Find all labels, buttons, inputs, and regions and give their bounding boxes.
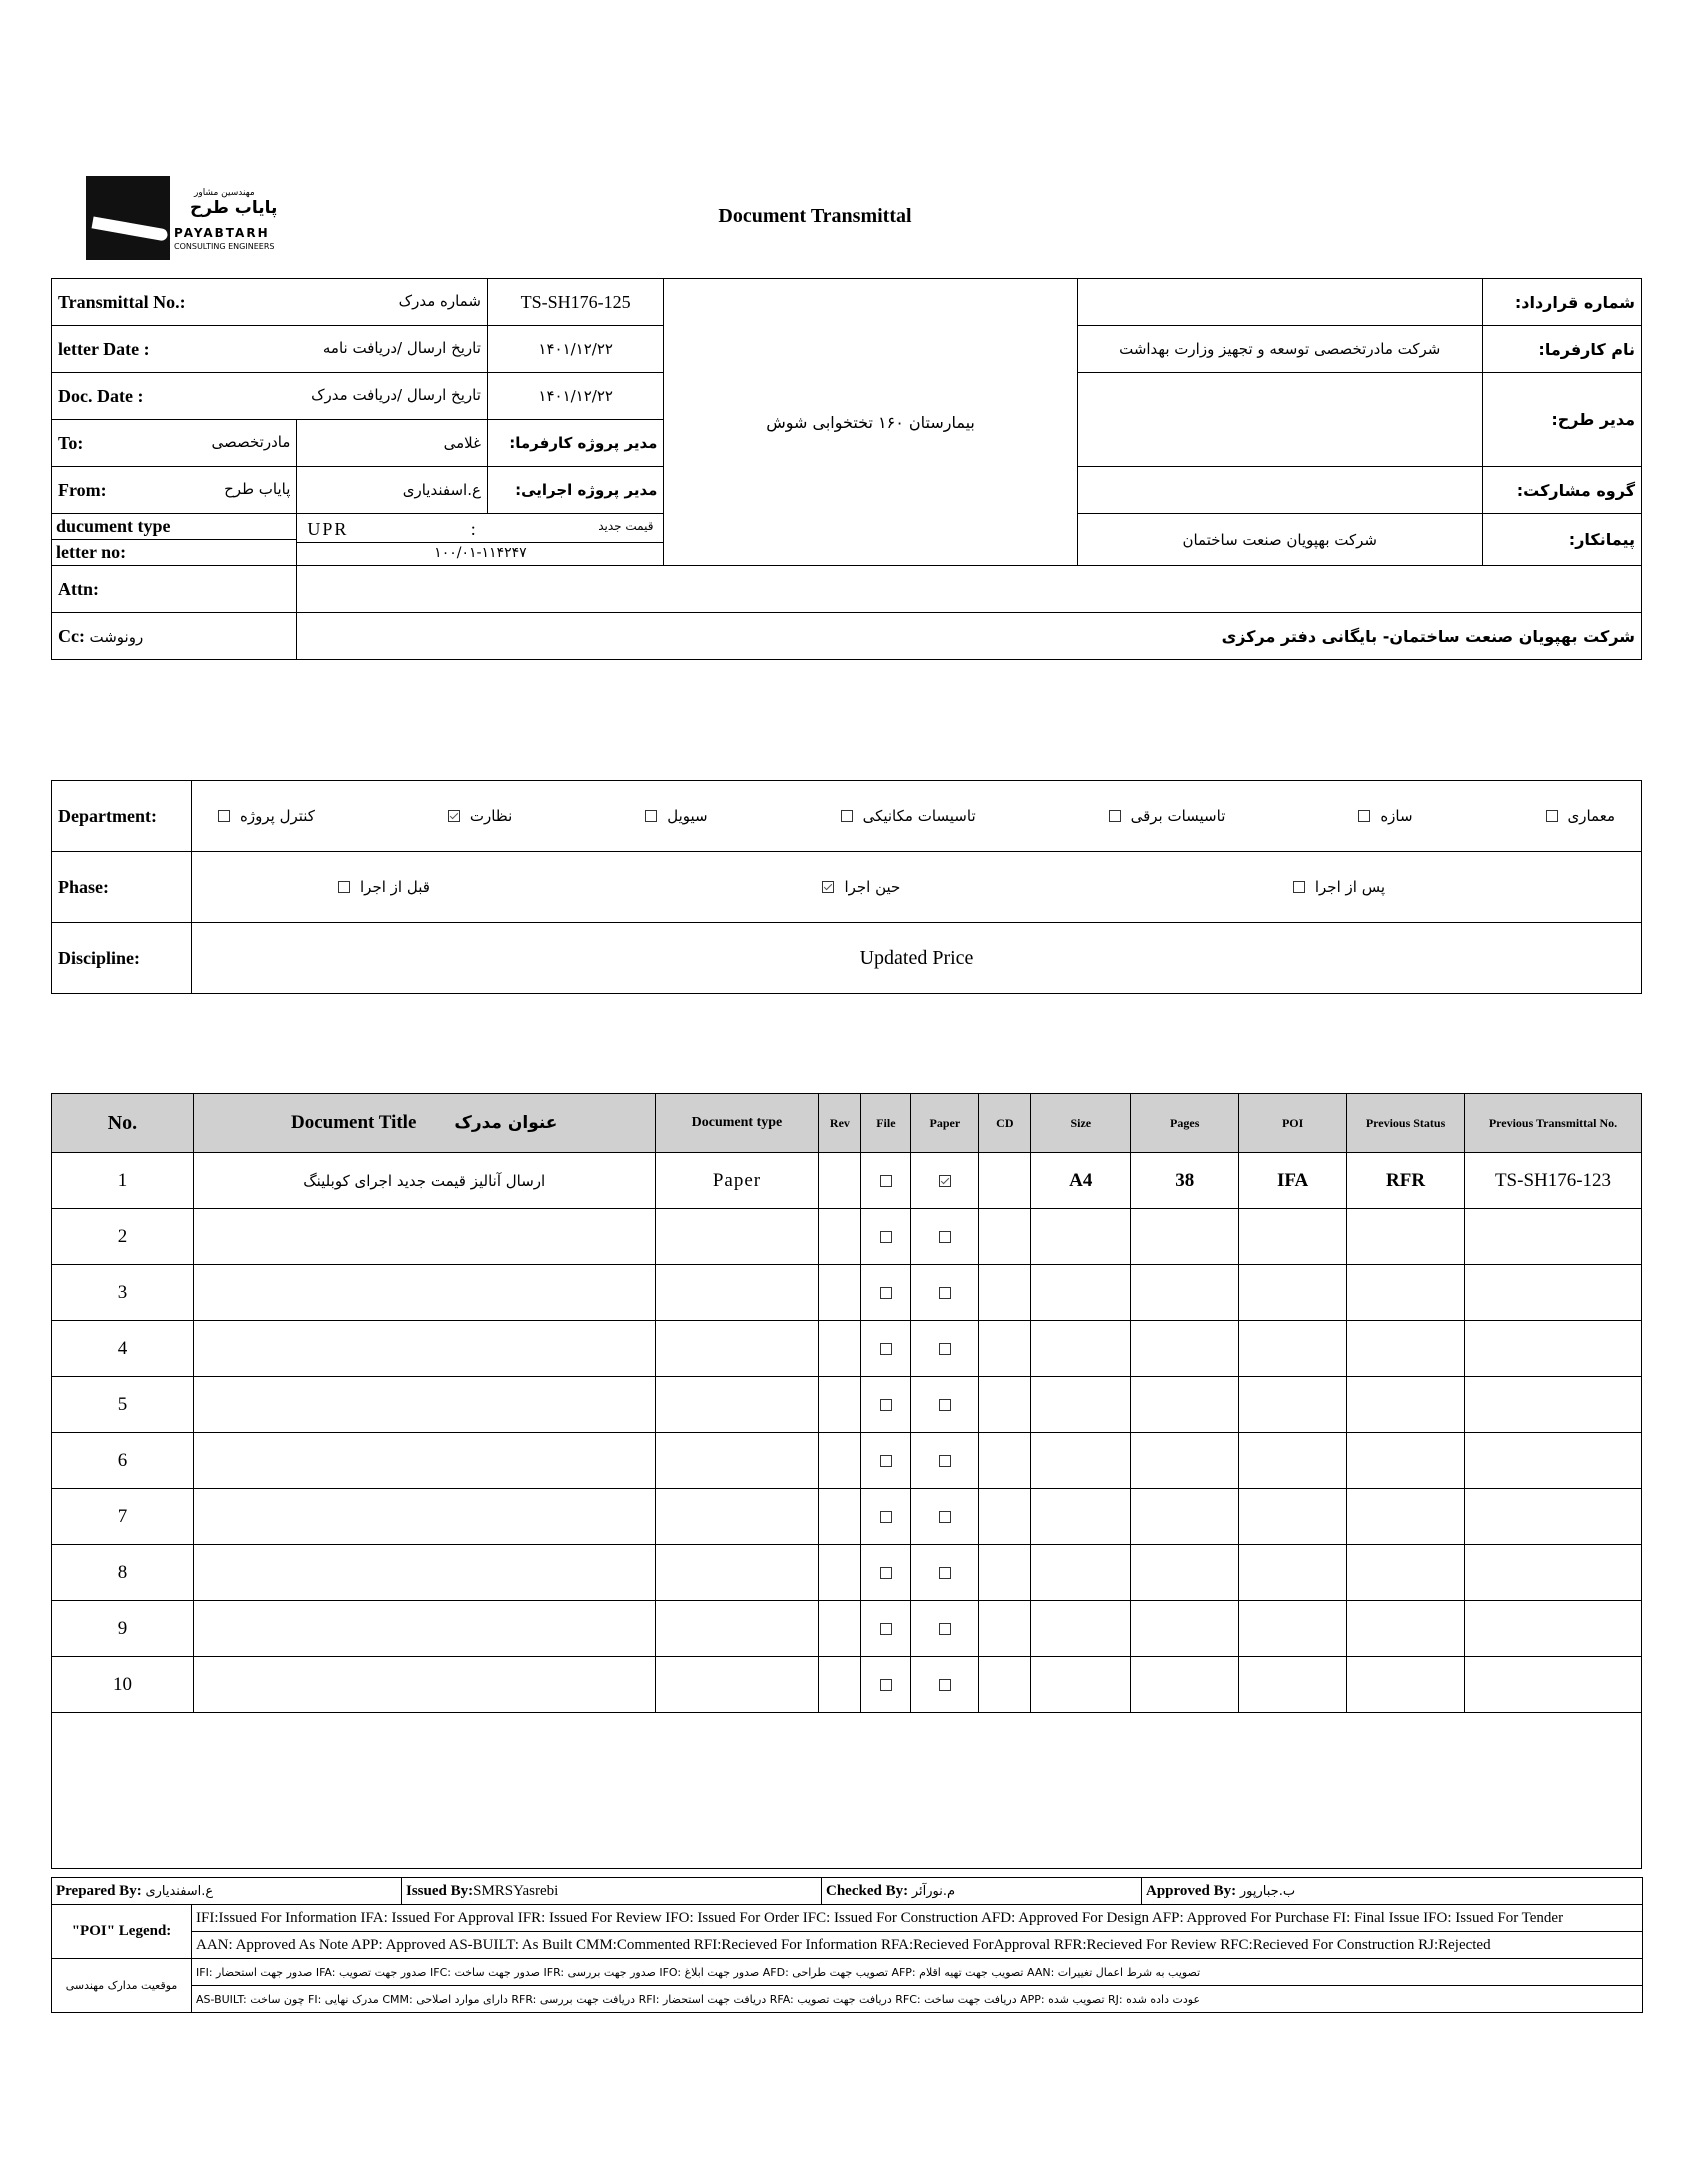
row-rev — [819, 1489, 861, 1545]
department-option[interactable] — [1358, 807, 1412, 825]
letter-date-label — [52, 326, 488, 373]
prepared-by — [52, 1878, 402, 1905]
col-cd: CD — [979, 1094, 1031, 1153]
checked-by — [822, 1878, 1142, 1905]
row-prev-status — [1347, 1657, 1465, 1713]
label: Issued By: — [406, 1882, 474, 1899]
status-legend-line-1: IFI: صدور جهت استحضار IFA: صدور جهت تصویب IFC: صدور جهت ساخت IFR: صدور جهت بررسی IFO: صدور جهت ابلاغ AFD: تصویب جهت طراحی AFP: تصویب جهت تهیه اقلام AAN: تصویب به شرط اعمال تغییرات — [192, 1959, 1643, 1986]
doc-type-letter-no-values — [297, 514, 664, 566]
to-label — [52, 420, 297, 467]
row-rev — [819, 1321, 861, 1377]
document-row — [52, 1545, 1642, 1601]
row-file-checkbox[interactable] — [880, 1623, 892, 1635]
row-paper — [911, 1545, 979, 1601]
department-option-label: نظارت — [469, 807, 513, 825]
employer-label: نام کارفرما: — [1482, 326, 1641, 373]
row-file-checkbox[interactable] — [880, 1511, 892, 1523]
row-pages: 38 — [1131, 1153, 1239, 1209]
col-rev: Rev — [819, 1094, 861, 1153]
row-file-checkbox[interactable] — [880, 1567, 892, 1579]
row-title — [193, 1433, 655, 1489]
row-size — [1031, 1377, 1131, 1433]
phase-option-label: حین اجرا — [844, 878, 901, 896]
row-prev-transmittal — [1465, 1489, 1642, 1545]
row-doc-type — [655, 1265, 819, 1321]
phase-option[interactable] — [822, 878, 900, 896]
row-cd — [979, 1657, 1031, 1713]
row-number: 6 — [52, 1433, 194, 1489]
row-title: ارسال آنالیز قیمت جدید اجرای کوبلینگ — [193, 1153, 655, 1209]
row-pages — [1131, 1545, 1239, 1601]
department-checkbox[interactable] — [1109, 810, 1121, 822]
row-size: A4 — [1031, 1153, 1131, 1209]
classification-table — [51, 780, 1642, 994]
col-type: Document type — [655, 1094, 819, 1153]
row-rev — [819, 1545, 861, 1601]
row-paper-checkbox[interactable] — [939, 1511, 951, 1523]
project-name: بیمارستان ۱۶۰ تختخوابی شوش — [664, 279, 1077, 566]
row-poi — [1239, 1545, 1347, 1601]
row-paper — [911, 1377, 979, 1433]
phase-checkbox[interactable] — [338, 881, 350, 893]
col-size: Size — [1031, 1094, 1131, 1153]
department-option-label: تاسیسات مکانیکی — [862, 807, 976, 825]
row-pages — [1131, 1433, 1239, 1489]
label: Prepared By: — [56, 1882, 142, 1899]
row-doc-type — [655, 1545, 819, 1601]
row-title — [193, 1545, 655, 1601]
row-file-checkbox[interactable] — [880, 1343, 892, 1355]
department-option-label: سیویل — [667, 807, 708, 825]
department-option[interactable] — [645, 807, 707, 825]
department-checkbox[interactable] — [1358, 810, 1370, 822]
letter-no-value: ۱۰۰/۰۱-۱۱۴۲۴۷ — [434, 544, 527, 561]
label-fa: تاریخ ارسال /دریافت مدرک — [311, 385, 481, 404]
to-person: غلامی — [297, 420, 488, 467]
row-file-checkbox[interactable] — [880, 1287, 892, 1299]
row-pages — [1131, 1489, 1239, 1545]
row-title — [193, 1601, 655, 1657]
row-file-checkbox[interactable] — [880, 1679, 892, 1691]
row-cd — [979, 1265, 1031, 1321]
department-option[interactable] — [218, 807, 315, 825]
row-number: 7 — [52, 1489, 194, 1545]
row-prev-status — [1347, 1377, 1465, 1433]
document-row — [52, 1433, 1642, 1489]
document-row — [52, 1657, 1642, 1713]
col-no: No. — [52, 1094, 194, 1153]
row-paper-checkbox[interactable] — [939, 1231, 951, 1243]
row-prev-transmittal — [1465, 1377, 1642, 1433]
row-pages — [1131, 1657, 1239, 1713]
row-poi: IFA — [1239, 1153, 1347, 1209]
row-number: 9 — [52, 1601, 194, 1657]
designer-manager-label: مدیر طرح: — [1482, 373, 1641, 467]
department-checkbox[interactable] — [1546, 810, 1558, 822]
row-paper — [911, 1657, 979, 1713]
row-file-checkbox[interactable] — [880, 1455, 892, 1467]
row-cd — [979, 1209, 1031, 1265]
contractor-value: شرکت بهپویان صنعت ساختمان — [1077, 514, 1482, 566]
row-title — [193, 1209, 655, 1265]
row-rev — [819, 1209, 861, 1265]
row-paper — [911, 1153, 979, 1209]
company-logo — [86, 176, 296, 264]
row-file — [861, 1209, 911, 1265]
row-pages — [1131, 1321, 1239, 1377]
discipline-value: Updated Price — [192, 923, 1642, 994]
row-size — [1031, 1321, 1131, 1377]
department-option-label: کنترل پروژه — [240, 807, 315, 825]
row-rev — [819, 1377, 861, 1433]
document-row — [52, 1209, 1642, 1265]
department-option-label: سازه — [1380, 807, 1413, 825]
letter-date-value: ۱۴۰۱/۱۲/۲۲ — [487, 326, 664, 373]
row-cd — [979, 1489, 1031, 1545]
row-prev-transmittal — [1465, 1321, 1642, 1377]
row-size — [1031, 1265, 1131, 1321]
row-number: 4 — [52, 1321, 194, 1377]
row-number: 2 — [52, 1209, 194, 1265]
approved-by — [1142, 1878, 1643, 1905]
title-en: Document Title — [290, 1112, 417, 1133]
document-row — [52, 1377, 1642, 1433]
logo-subtitle: CONSULTING ENGINEERS — [174, 242, 275, 251]
document-type-sep: : — [470, 518, 476, 539]
document-type-label: ducument type — [52, 514, 296, 540]
logo-name-fa: پایاب طرح — [190, 198, 278, 218]
document-row — [52, 1265, 1642, 1321]
notes-area — [52, 1713, 1642, 1869]
department-checkbox[interactable] — [645, 810, 657, 822]
letter-no-label: letter no: — [56, 542, 127, 562]
row-paper-checkbox[interactable] — [939, 1175, 951, 1187]
department-option[interactable] — [1109, 807, 1226, 825]
documents-table — [51, 1093, 1642, 1869]
row-paper-checkbox[interactable] — [939, 1623, 951, 1635]
row-rev — [819, 1265, 861, 1321]
label: Checked By: — [826, 1882, 909, 1899]
phase-option[interactable] — [338, 878, 430, 896]
row-cd — [979, 1321, 1031, 1377]
row-file — [861, 1489, 911, 1545]
department-option-label: معماری — [1567, 807, 1615, 825]
partner-group-value — [1077, 467, 1482, 514]
value: SMRSYasrebi — [473, 1882, 559, 1899]
row-prev-transmittal: TS-SH176-123 — [1465, 1153, 1642, 1209]
document-row — [52, 1489, 1642, 1545]
signatures-row — [52, 1878, 1643, 1905]
row-prev-transmittal — [1465, 1545, 1642, 1601]
row-poi — [1239, 1321, 1347, 1377]
department-checkbox[interactable] — [218, 810, 230, 822]
col-prev-status: Previous Status — [1347, 1094, 1465, 1153]
row-poi — [1239, 1601, 1347, 1657]
row-title — [193, 1321, 655, 1377]
department-checkbox[interactable] — [841, 810, 853, 822]
row-title — [193, 1657, 655, 1713]
document-row — [52, 1601, 1642, 1657]
row-prev-status — [1347, 1489, 1465, 1545]
row-number: 8 — [52, 1545, 194, 1601]
attn-value — [297, 566, 1642, 613]
documents-header-row — [52, 1094, 1642, 1153]
department-checkbox[interactable] — [448, 810, 460, 822]
row-file — [861, 1321, 911, 1377]
header-table — [51, 278, 1642, 660]
value: م.نورآئر — [911, 1883, 956, 1899]
from-value: پایاب طرح — [224, 479, 291, 498]
row-paper — [911, 1321, 979, 1377]
document-row — [52, 1153, 1642, 1209]
row-prev-transmittal — [1465, 1601, 1642, 1657]
row-pages — [1131, 1601, 1239, 1657]
row-cd — [979, 1601, 1031, 1657]
row-prev-status — [1347, 1209, 1465, 1265]
row-paper — [911, 1265, 979, 1321]
doc-type-letter-no-labels — [52, 514, 297, 566]
to-value: مادرتخصصی — [211, 432, 291, 451]
row-pages — [1131, 1209, 1239, 1265]
phase-label: Phase: — [52, 852, 192, 923]
row-file-checkbox[interactable] — [880, 1399, 892, 1411]
poi-legend-line-2: AAN: Approved As Note APP: Approved AS-BUILT: As Built CMM:Commented RFI:Recieved For Information RFA:Recieved ForApproval RFR:Recieved For Review RFC:Recieved For Construction RJ:Rejected — [192, 1932, 1643, 1959]
row-number: 10 — [52, 1657, 194, 1713]
discipline-label: Discipline: — [52, 923, 192, 994]
title-fa: عنوان مدرک — [454, 1113, 558, 1133]
row-paper-checkbox[interactable] — [939, 1399, 951, 1411]
value: ع.اسفندیاری — [145, 1883, 214, 1899]
label-fa: تاریخ ارسال /دریافت نامه — [322, 338, 481, 357]
department-option[interactable] — [1546, 807, 1616, 825]
poi-legend-line-1: IFI:Issued For Information IFA: Issued For Approval IFR: Issued For Review IFO: Issued For Order IFC: Issued For Construction AFD: Approved For Design AFP: Approved For Purchase FI: Final Issue IFO: Issued For Tender — [192, 1905, 1643, 1932]
row-number: 5 — [52, 1377, 194, 1433]
transmittal-no-label — [52, 279, 488, 326]
row-prev-status — [1347, 1545, 1465, 1601]
row-file — [861, 1657, 911, 1713]
document-title: Document Transmittal — [718, 205, 912, 227]
doc-date-label — [52, 373, 488, 420]
label-fa: شماره مدرک — [398, 291, 481, 310]
status-legend-line-2: AS-BUILT: چون ساخت FI: مدرک نهایی CMM: دارای موارد اصلاحی RFR: دریافت جهت بررسی RFI: دریافت جهت استحضار RFA: دریافت جهت تصویب RFC: دریافت جهت ساخت APP: تصویب شده RJ: عودت داده شده — [192, 1986, 1643, 2013]
row-file — [861, 1601, 911, 1657]
document-type-desc: قیمت جدید — [598, 518, 654, 533]
row-doc-type — [655, 1657, 819, 1713]
transmittal-no-value: TS-SH176-125 — [487, 279, 664, 326]
logo-small-text: مهندسین مشاور — [194, 188, 255, 198]
row-file-checkbox[interactable] — [880, 1175, 892, 1187]
col-title — [193, 1094, 655, 1153]
row-pages — [1131, 1377, 1239, 1433]
row-cd — [979, 1433, 1031, 1489]
row-prev-status — [1347, 1601, 1465, 1657]
row-paper-checkbox[interactable] — [939, 1567, 951, 1579]
from-label — [52, 467, 297, 514]
partner-group-label: گروه مشارکت: — [1482, 467, 1641, 514]
attn-label: Attn: — [52, 566, 297, 613]
row-rev — [819, 1657, 861, 1713]
row-doc-type — [655, 1601, 819, 1657]
issued-by — [402, 1878, 822, 1905]
row-paper — [911, 1433, 979, 1489]
department-option-label: تاسیسات برقی — [1130, 807, 1226, 825]
logo-mark-icon — [86, 176, 170, 260]
row-prev-transmittal — [1465, 1209, 1642, 1265]
row-size — [1031, 1433, 1131, 1489]
row-poi — [1239, 1209, 1347, 1265]
row-cd — [979, 1377, 1031, 1433]
phase-checkbox[interactable] — [1293, 881, 1305, 893]
status-legend-label: موقعیت مدارک مهندسی — [52, 1959, 192, 2013]
row-poi — [1239, 1657, 1347, 1713]
row-file — [861, 1377, 911, 1433]
row-paper-checkbox[interactable] — [939, 1287, 951, 1299]
department-label: Department: — [52, 781, 192, 852]
row-rev — [819, 1433, 861, 1489]
row-doc-type: Paper — [655, 1153, 819, 1209]
col-poi: POI — [1239, 1094, 1347, 1153]
row-size — [1031, 1601, 1131, 1657]
row-rev — [819, 1153, 861, 1209]
row-number: 1 — [52, 1153, 194, 1209]
phase-options — [192, 852, 1642, 923]
label: To: — [58, 432, 84, 453]
from-role-label: مدیر پروژه اجرایی: — [487, 467, 664, 514]
row-file-checkbox[interactable] — [880, 1231, 892, 1243]
row-title — [193, 1265, 655, 1321]
doc-date-value: ۱۴۰۱/۱۲/۲۲ — [487, 373, 664, 420]
row-doc-type — [655, 1377, 819, 1433]
row-paper-checkbox[interactable] — [939, 1679, 951, 1691]
from-person: ع.اسفندیاری — [297, 467, 488, 514]
row-title — [193, 1377, 655, 1433]
row-file — [861, 1545, 911, 1601]
to-role-label: مدیر پروژه کارفرما: — [487, 420, 664, 467]
row-prev-status: RFR — [1347, 1153, 1465, 1209]
row-cd — [979, 1545, 1031, 1601]
row-doc-type — [655, 1209, 819, 1265]
row-prev-status — [1347, 1433, 1465, 1489]
logo-name-en: PAYABTARH — [174, 226, 270, 240]
label: From: — [58, 479, 107, 500]
label-en: Doc. Date : — [58, 385, 144, 406]
row-prev-status — [1347, 1265, 1465, 1321]
label-fa: رونوشت — [89, 627, 144, 646]
label-en: Transmittal No.: — [58, 291, 186, 312]
contract-no-value — [1077, 279, 1482, 326]
row-size — [1031, 1489, 1131, 1545]
contract-no-label: شماره قرارداد: — [1482, 279, 1641, 326]
row-prev-transmittal — [1465, 1657, 1642, 1713]
department-option[interactable] — [448, 807, 512, 825]
row-paper — [911, 1489, 979, 1545]
row-doc-type — [655, 1433, 819, 1489]
row-title — [193, 1489, 655, 1545]
label-en: Cc: — [58, 625, 85, 646]
row-size — [1031, 1545, 1131, 1601]
label: Approved By: — [1146, 1882, 1237, 1899]
row-number: 3 — [52, 1265, 194, 1321]
row-paper-checkbox[interactable] — [939, 1343, 951, 1355]
row-poi — [1239, 1433, 1347, 1489]
phase-checkbox[interactable] — [822, 881, 834, 893]
col-file: File — [861, 1094, 911, 1153]
label-en: letter Date : — [58, 338, 150, 359]
department-options — [192, 781, 1642, 852]
row-paper — [911, 1601, 979, 1657]
row-rev — [819, 1601, 861, 1657]
document-type-value: UPR — [307, 518, 349, 539]
row-poi — [1239, 1265, 1347, 1321]
employer-value: شرکت مادرتخصصی توسعه و تجهیز وزارت بهداشت — [1077, 326, 1482, 373]
row-size — [1031, 1209, 1131, 1265]
cc-label — [52, 613, 297, 660]
row-poi — [1239, 1489, 1347, 1545]
document-row — [52, 1321, 1642, 1377]
department-option[interactable] — [841, 807, 976, 825]
designer-manager-value — [1077, 373, 1482, 467]
col-pages: Pages — [1131, 1094, 1239, 1153]
footer-table — [51, 1877, 1643, 2013]
row-paper — [911, 1209, 979, 1265]
poi-legend-label: "POI" Legend: — [52, 1905, 192, 1959]
row-file — [861, 1153, 911, 1209]
value: ب.جبارپور — [1239, 1883, 1296, 1899]
col-prev-transmittal: Previous Transmittal No. — [1465, 1094, 1642, 1153]
row-prev-transmittal — [1465, 1433, 1642, 1489]
phase-option-label: قبل از اجرا — [360, 878, 430, 896]
row-doc-type — [655, 1321, 819, 1377]
row-file — [861, 1433, 911, 1489]
col-paper: Paper — [911, 1094, 979, 1153]
row-poi — [1239, 1377, 1347, 1433]
row-pages — [1131, 1265, 1239, 1321]
contractor-label: پیمانکار: — [1482, 514, 1641, 566]
row-doc-type — [655, 1489, 819, 1545]
phase-option[interactable] — [1293, 878, 1385, 896]
row-size — [1031, 1657, 1131, 1713]
row-prev-transmittal — [1465, 1265, 1642, 1321]
row-file — [861, 1265, 911, 1321]
row-paper-checkbox[interactable] — [939, 1455, 951, 1467]
cc-value: شرکت بهپویان صنعت ساختمان- بایگانی دفتر مرکزی — [297, 613, 1642, 660]
row-prev-status — [1347, 1321, 1465, 1377]
row-cd — [979, 1153, 1031, 1209]
phase-option-label: پس از اجرا — [1314, 878, 1385, 896]
